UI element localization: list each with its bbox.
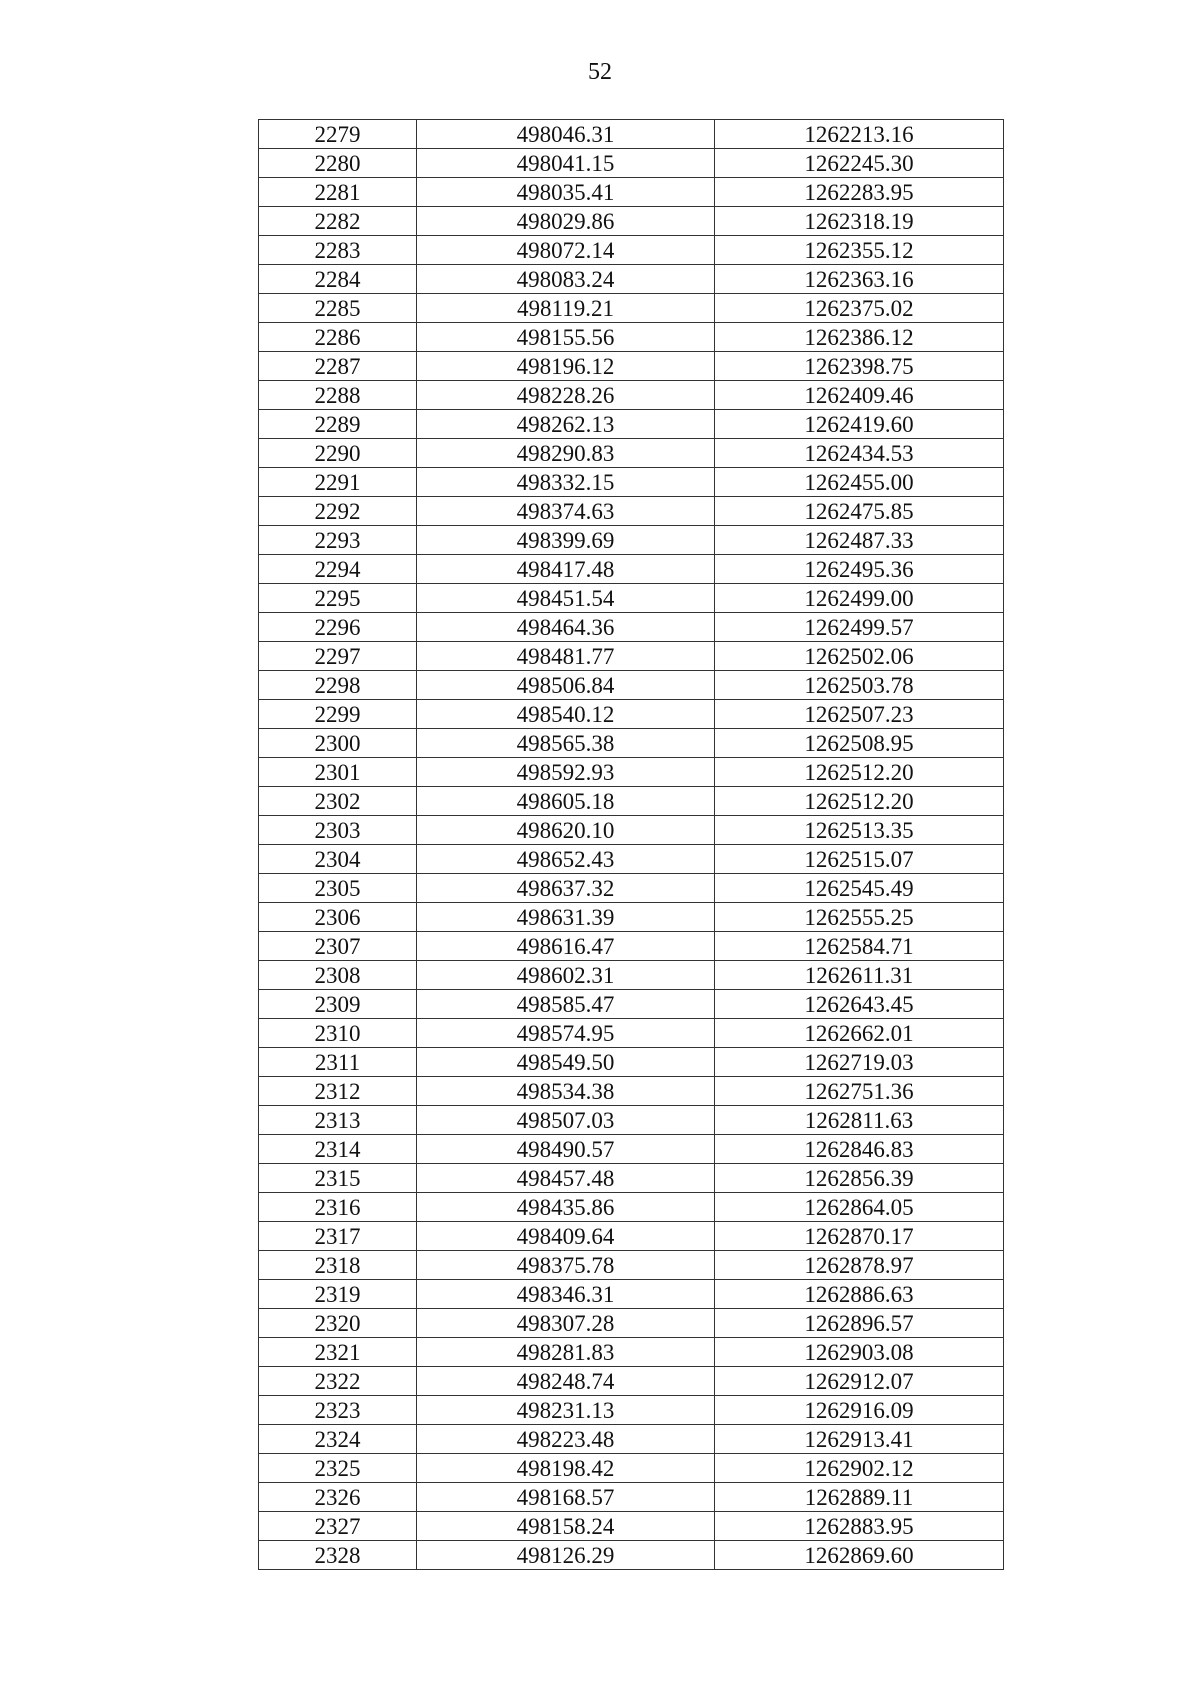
- x-coordinate-cell: 498585.47: [417, 990, 715, 1019]
- table-row: [259, 990, 1004, 1019]
- point-number-cell: 2311: [259, 1048, 417, 1077]
- point-number-cell: 2307: [259, 932, 417, 961]
- table-row: [259, 787, 1004, 816]
- y-coordinate-cell: 1262545.49: [715, 874, 1004, 903]
- x-coordinate-cell: 498631.39: [417, 903, 715, 932]
- table-row: [259, 961, 1004, 990]
- point-number-cell: 2295: [259, 584, 417, 613]
- y-coordinate-cell: 1262455.00: [715, 468, 1004, 497]
- point-number-cell: 2327: [259, 1512, 417, 1541]
- x-coordinate-cell: 498041.15: [417, 149, 715, 178]
- point-number-cell: 2296: [259, 613, 417, 642]
- x-coordinate-cell: 498534.38: [417, 1077, 715, 1106]
- x-coordinate-cell: 498231.13: [417, 1396, 715, 1425]
- point-number-cell: 2301: [259, 758, 417, 787]
- table-row: [259, 526, 1004, 555]
- x-coordinate-cell: 498346.31: [417, 1280, 715, 1309]
- x-coordinate-cell: 498083.24: [417, 265, 715, 294]
- y-coordinate-cell: 1262386.12: [715, 323, 1004, 352]
- x-coordinate-cell: 498565.38: [417, 729, 715, 758]
- point-number-cell: 2324: [259, 1425, 417, 1454]
- point-number-cell: 2303: [259, 816, 417, 845]
- y-coordinate-cell: 1262495.36: [715, 555, 1004, 584]
- table-row: [259, 1048, 1004, 1077]
- table-row: [259, 207, 1004, 236]
- table-row: [259, 352, 1004, 381]
- table-row: [259, 1338, 1004, 1367]
- table-row: [259, 729, 1004, 758]
- point-number-cell: 2292: [259, 497, 417, 526]
- point-number-cell: 2293: [259, 526, 417, 555]
- x-coordinate-cell: 498281.83: [417, 1338, 715, 1367]
- x-coordinate-cell: 498435.86: [417, 1193, 715, 1222]
- point-number-cell: 2306: [259, 903, 417, 932]
- table-row: [259, 1106, 1004, 1135]
- y-coordinate-cell: 1262886.63: [715, 1280, 1004, 1309]
- point-number-cell: 2312: [259, 1077, 417, 1106]
- point-number-cell: 2321: [259, 1338, 417, 1367]
- point-number-cell: 2299: [259, 700, 417, 729]
- point-number-cell: 2326: [259, 1483, 417, 1512]
- y-coordinate-cell: 1262912.07: [715, 1367, 1004, 1396]
- table-row: [259, 1164, 1004, 1193]
- x-coordinate-cell: 498457.48: [417, 1164, 715, 1193]
- x-coordinate-cell: 498374.63: [417, 497, 715, 526]
- table-row: [259, 700, 1004, 729]
- point-number-cell: 2313: [259, 1106, 417, 1135]
- table-row: [259, 1367, 1004, 1396]
- table-row: [259, 236, 1004, 265]
- point-number-cell: 2285: [259, 294, 417, 323]
- point-number-cell: 2281: [259, 178, 417, 207]
- y-coordinate-cell: 1262611.31: [715, 961, 1004, 990]
- y-coordinate-cell: 1262508.95: [715, 729, 1004, 758]
- x-coordinate-cell: 498168.57: [417, 1483, 715, 1512]
- table-row: [259, 642, 1004, 671]
- y-coordinate-cell: 1262487.33: [715, 526, 1004, 555]
- coordinates-table: [258, 119, 1004, 1570]
- table-row: [259, 497, 1004, 526]
- table-row: [259, 1222, 1004, 1251]
- table-row: [259, 1019, 1004, 1048]
- table-row: [259, 1077, 1004, 1106]
- table-row: [259, 816, 1004, 845]
- y-coordinate-cell: 1262363.16: [715, 265, 1004, 294]
- y-coordinate-cell: 1262846.83: [715, 1135, 1004, 1164]
- y-coordinate-cell: 1262512.20: [715, 787, 1004, 816]
- x-coordinate-cell: 498652.43: [417, 845, 715, 874]
- y-coordinate-cell: 1262499.57: [715, 613, 1004, 642]
- point-number-cell: 2305: [259, 874, 417, 903]
- table-row: [259, 1135, 1004, 1164]
- table-row: [259, 932, 1004, 961]
- y-coordinate-cell: 1262283.95: [715, 178, 1004, 207]
- y-coordinate-cell: 1262864.05: [715, 1193, 1004, 1222]
- table-row: [259, 1396, 1004, 1425]
- point-number-cell: 2304: [259, 845, 417, 874]
- x-coordinate-cell: 498464.36: [417, 613, 715, 642]
- x-coordinate-cell: 498507.03: [417, 1106, 715, 1135]
- x-coordinate-cell: 498481.77: [417, 642, 715, 671]
- table-row: [259, 265, 1004, 294]
- point-number-cell: 2286: [259, 323, 417, 352]
- x-coordinate-cell: 498574.95: [417, 1019, 715, 1048]
- x-coordinate-cell: 498616.47: [417, 932, 715, 961]
- x-coordinate-cell: 498262.13: [417, 410, 715, 439]
- y-coordinate-cell: 1262811.63: [715, 1106, 1004, 1135]
- point-number-cell: 2318: [259, 1251, 417, 1280]
- x-coordinate-cell: 498620.10: [417, 816, 715, 845]
- y-coordinate-cell: 1262555.25: [715, 903, 1004, 932]
- x-coordinate-cell: 498228.26: [417, 381, 715, 410]
- point-number-cell: 2300: [259, 729, 417, 758]
- page-number: 52: [588, 59, 612, 85]
- y-coordinate-cell: 1262870.17: [715, 1222, 1004, 1251]
- table-row: [259, 468, 1004, 497]
- table-row: [259, 1251, 1004, 1280]
- y-coordinate-cell: 1262751.36: [715, 1077, 1004, 1106]
- table-row: [259, 149, 1004, 178]
- y-coordinate-cell: 1262515.07: [715, 845, 1004, 874]
- x-coordinate-cell: 498375.78: [417, 1251, 715, 1280]
- x-coordinate-cell: 498035.41: [417, 178, 715, 207]
- table-row: [259, 584, 1004, 613]
- y-coordinate-cell: 1262355.12: [715, 236, 1004, 265]
- x-coordinate-cell: 498290.83: [417, 439, 715, 468]
- x-coordinate-cell: 498605.18: [417, 787, 715, 816]
- table-row: [259, 439, 1004, 468]
- point-number-cell: 2325: [259, 1454, 417, 1483]
- table-row: [259, 178, 1004, 207]
- y-coordinate-cell: 1262512.20: [715, 758, 1004, 787]
- table-row: [259, 845, 1004, 874]
- x-coordinate-cell: 498417.48: [417, 555, 715, 584]
- table-row: [259, 1193, 1004, 1222]
- point-number-cell: 2287: [259, 352, 417, 381]
- x-coordinate-cell: 498602.31: [417, 961, 715, 990]
- x-coordinate-cell: 498248.74: [417, 1367, 715, 1396]
- x-coordinate-cell: 498223.48: [417, 1425, 715, 1454]
- point-number-cell: 2310: [259, 1019, 417, 1048]
- x-coordinate-cell: 498490.57: [417, 1135, 715, 1164]
- y-coordinate-cell: 1262375.02: [715, 294, 1004, 323]
- table-row: [259, 1541, 1004, 1570]
- point-number-cell: 2309: [259, 990, 417, 1019]
- y-coordinate-cell: 1262503.78: [715, 671, 1004, 700]
- point-number-cell: 2282: [259, 207, 417, 236]
- y-coordinate-cell: 1262245.30: [715, 149, 1004, 178]
- point-number-cell: 2290: [259, 439, 417, 468]
- point-number-cell: 2322: [259, 1367, 417, 1396]
- x-coordinate-cell: 498592.93: [417, 758, 715, 787]
- table-row: [259, 613, 1004, 642]
- table-row: [259, 323, 1004, 352]
- point-number-cell: 2317: [259, 1222, 417, 1251]
- point-number-cell: 2291: [259, 468, 417, 497]
- x-coordinate-cell: 498126.29: [417, 1541, 715, 1570]
- y-coordinate-cell: 1262896.57: [715, 1309, 1004, 1338]
- point-number-cell: 2283: [259, 236, 417, 265]
- point-number-cell: 2289: [259, 410, 417, 439]
- y-coordinate-cell: 1262889.11: [715, 1483, 1004, 1512]
- table-row: [259, 1454, 1004, 1483]
- table-row: [259, 410, 1004, 439]
- y-coordinate-cell: 1262398.75: [715, 352, 1004, 381]
- y-coordinate-cell: 1262902.12: [715, 1454, 1004, 1483]
- x-coordinate-cell: 498540.12: [417, 700, 715, 729]
- y-coordinate-cell: 1262662.01: [715, 1019, 1004, 1048]
- y-coordinate-cell: 1262913.41: [715, 1425, 1004, 1454]
- y-coordinate-cell: 1262719.03: [715, 1048, 1004, 1077]
- y-coordinate-cell: 1262213.16: [715, 120, 1004, 149]
- x-coordinate-cell: 498158.24: [417, 1512, 715, 1541]
- y-coordinate-cell: 1262502.06: [715, 642, 1004, 671]
- y-coordinate-cell: 1262878.97: [715, 1251, 1004, 1280]
- y-coordinate-cell: 1262434.53: [715, 439, 1004, 468]
- x-coordinate-cell: 498072.14: [417, 236, 715, 265]
- x-coordinate-cell: 498506.84: [417, 671, 715, 700]
- point-number-cell: 2315: [259, 1164, 417, 1193]
- point-number-cell: 2298: [259, 671, 417, 700]
- point-number-cell: 2297: [259, 642, 417, 671]
- table-row: [259, 874, 1004, 903]
- point-number-cell: 2294: [259, 555, 417, 584]
- y-coordinate-cell: 1262499.00: [715, 584, 1004, 613]
- x-coordinate-cell: 498399.69: [417, 526, 715, 555]
- point-number-cell: 2280: [259, 149, 417, 178]
- y-coordinate-cell: 1262869.60: [715, 1541, 1004, 1570]
- y-coordinate-cell: 1262419.60: [715, 410, 1004, 439]
- table-row: [259, 381, 1004, 410]
- table-row: [259, 1280, 1004, 1309]
- point-number-cell: 2320: [259, 1309, 417, 1338]
- point-number-cell: 2279: [259, 120, 417, 149]
- x-coordinate-cell: 498198.42: [417, 1454, 715, 1483]
- x-coordinate-cell: 498409.64: [417, 1222, 715, 1251]
- y-coordinate-cell: 1262409.46: [715, 381, 1004, 410]
- table-row: [259, 1425, 1004, 1454]
- y-coordinate-cell: 1262903.08: [715, 1338, 1004, 1367]
- y-coordinate-cell: 1262856.39: [715, 1164, 1004, 1193]
- x-coordinate-cell: 498196.12: [417, 352, 715, 381]
- y-coordinate-cell: 1262883.95: [715, 1512, 1004, 1541]
- table-row: [259, 1309, 1004, 1338]
- point-number-cell: 2316: [259, 1193, 417, 1222]
- x-coordinate-cell: 498046.31: [417, 120, 715, 149]
- table-row: [259, 1512, 1004, 1541]
- y-coordinate-cell: 1262584.71: [715, 932, 1004, 961]
- x-coordinate-cell: 498029.86: [417, 207, 715, 236]
- table-row: [259, 555, 1004, 584]
- point-number-cell: 2319: [259, 1280, 417, 1309]
- x-coordinate-cell: 498307.28: [417, 1309, 715, 1338]
- table-row: [259, 758, 1004, 787]
- point-number-cell: 2308: [259, 961, 417, 990]
- point-number-cell: 2284: [259, 265, 417, 294]
- x-coordinate-cell: 498451.54: [417, 584, 715, 613]
- x-coordinate-cell: 498332.15: [417, 468, 715, 497]
- y-coordinate-cell: 1262507.23: [715, 700, 1004, 729]
- table-row: [259, 294, 1004, 323]
- point-number-cell: 2288: [259, 381, 417, 410]
- table-row: [259, 120, 1004, 149]
- table-row: [259, 903, 1004, 932]
- table-row: [259, 1483, 1004, 1512]
- coordinates-table-body: [259, 120, 1004, 1570]
- x-coordinate-cell: 498549.50: [417, 1048, 715, 1077]
- y-coordinate-cell: 1262916.09: [715, 1396, 1004, 1425]
- y-coordinate-cell: 1262318.19: [715, 207, 1004, 236]
- point-number-cell: 2328: [259, 1541, 417, 1570]
- point-number-cell: 2323: [259, 1396, 417, 1425]
- point-number-cell: 2314: [259, 1135, 417, 1164]
- y-coordinate-cell: 1262513.35: [715, 816, 1004, 845]
- y-coordinate-cell: 1262475.85: [715, 497, 1004, 526]
- table-row: [259, 671, 1004, 700]
- x-coordinate-cell: 498155.56: [417, 323, 715, 352]
- x-coordinate-cell: 498119.21: [417, 294, 715, 323]
- x-coordinate-cell: 498637.32: [417, 874, 715, 903]
- point-number-cell: 2302: [259, 787, 417, 816]
- y-coordinate-cell: 1262643.45: [715, 990, 1004, 1019]
